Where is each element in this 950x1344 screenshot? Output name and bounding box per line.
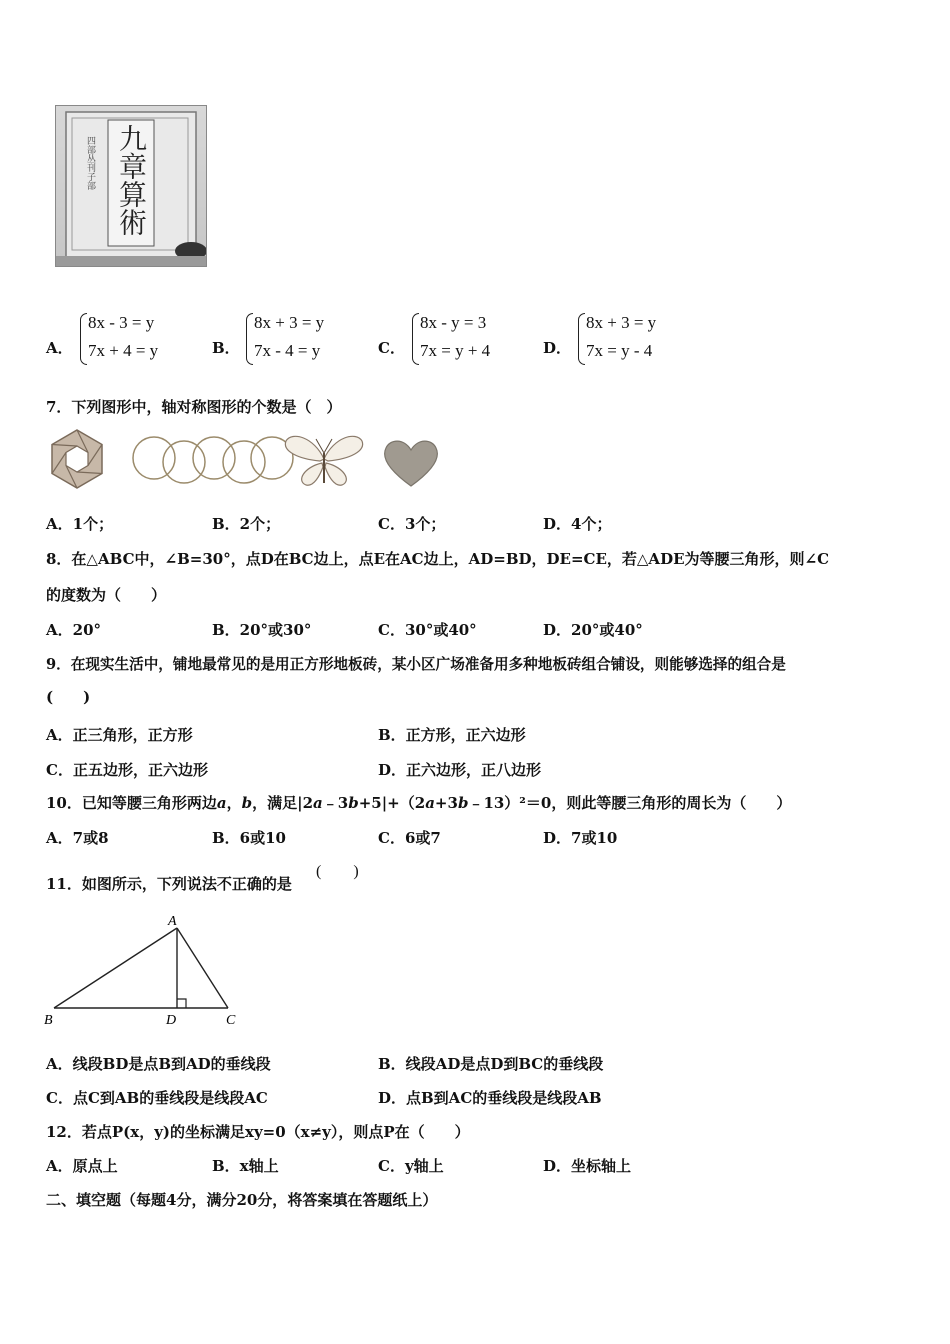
q6-option-d-eq2: 7x = y - 4: [586, 341, 653, 360]
q9-option-d: D．正六边形，正八边形: [378, 761, 542, 779]
q12-option-a: A．原点上: [46, 1157, 118, 1175]
q10-stem: [46, 792, 791, 813]
q9-option-b: B．正方形，正六边形: [378, 726, 526, 744]
q9-option-c: C．正五边形，正六边形: [46, 761, 208, 779]
book-title: 九章算術: [115, 124, 148, 236]
q8-option-c: C．30°或40°: [378, 621, 477, 639]
q8-stem-line2: 的度数为（ ）: [46, 586, 167, 604]
q11-option-a: A．线段BD是点B到AD的垂线段: [46, 1055, 271, 1073]
q10-stem-mid: ，满足|2: [252, 794, 314, 812]
q6-option-b-label: B．: [212, 339, 240, 357]
q6-option-c-label: C．: [378, 339, 405, 357]
q11-option-c: C．点C到AB的垂线段是线段AC: [46, 1089, 268, 1107]
q9-stem-line1: 9．在现实生活中，铺地最常见的是用正方形地板砖，某小区广场准备用多种地板砖组合铺设，则能够选择的组合是: [46, 656, 786, 673]
q8-option-b: B．20°或30°: [212, 621, 312, 639]
section-2-heading: 二、填空题（每题4分，满分20分，将答案填在答题纸上）: [46, 1191, 438, 1209]
q7-option-c: C．3个；: [378, 515, 446, 533]
q6-option-c-eq1: 8x - y = 3: [420, 313, 487, 332]
q12-option-b: B．x轴上: [212, 1157, 279, 1175]
q8-option-a: A．20°: [46, 621, 102, 639]
q6-option-a-label: A．: [46, 339, 73, 357]
q11-paren: ( ): [316, 863, 359, 880]
q10-stem-sep: ，: [226, 794, 242, 812]
q10-option-a: A．7或8: [46, 829, 109, 847]
book-image: [55, 105, 207, 267]
q11-label-a: A: [168, 914, 177, 929]
q10-stem-prefix: 10．已知等腰三角形两边: [46, 794, 217, 812]
q10-var-a: a: [216, 794, 227, 812]
q10-stem-mid3: +5|+（2: [358, 794, 426, 812]
q7-stem: 7．下列图形中，轴对称图形的个数是（ ）: [46, 398, 342, 416]
q6-option-a-eq2: 7x + 4 = y: [88, 341, 159, 360]
q11-option-b: B．线段AD是点D到BC的垂线段: [378, 1055, 604, 1073]
q10-var-a2: a: [313, 794, 323, 812]
q10-option-d: D．7或10: [543, 829, 618, 847]
q10-var-b2: b: [348, 794, 359, 812]
q6-option-d-brace: [578, 313, 585, 365]
q10-option-b: B．6或10: [212, 829, 286, 847]
q9-stem-line2: ( ): [46, 688, 91, 706]
q7-option-d: D．4个；: [543, 515, 612, 533]
q9-option-a: A．正三角形，正方形: [46, 726, 193, 744]
q7-option-a: A．1个；: [46, 515, 114, 533]
q6-option-b-eq1: 8x + 3 = y: [254, 313, 325, 332]
q10-stem-mid4: +3: [434, 794, 458, 812]
q10-var-a3: a: [425, 794, 435, 812]
butterfly-icon: [285, 436, 362, 485]
q11-label-c: C: [226, 1013, 236, 1028]
q11-label-b: B: [44, 1013, 53, 1028]
q8-option-d: D．20°或40°: [543, 621, 643, 639]
olympic-rings-icon: [133, 437, 293, 483]
q10-var-b: b: [241, 794, 253, 812]
q11-triangle-figure: [40, 910, 250, 1030]
q10-option-c: C．6或7: [378, 829, 441, 847]
q6-option-a-brace: [80, 313, 87, 365]
q8-stem-line1: 8．在△ABC中，∠B=30°，点D在BC边上，点E在AC边上，AD=BD，DE=CE，若△ADE为等腰三角形，则∠C: [46, 550, 830, 568]
q11-stem: 11．如图所示，下列说法不正确的是: [46, 875, 292, 893]
q12-option-c: C．y轴上: [378, 1157, 444, 1175]
q10-var-b3: b: [457, 794, 469, 812]
q6-option-b-eq2: 7x - 4 = y: [254, 341, 321, 360]
q6-option-c-eq2: 7x = y + 4: [420, 341, 491, 360]
q12-stem: 12．若点P(x，y)的坐标满足xy=0（x≠y），则点P在（ ）: [46, 1123, 470, 1141]
q12-option-d: D．坐标轴上: [543, 1157, 632, 1175]
q10-stem-mid2: ﹣3: [322, 794, 349, 812]
q6-option-c-brace: [412, 313, 419, 365]
q7-option-b: B．2个；: [212, 515, 281, 533]
hexagon-logo-icon: [52, 430, 102, 488]
q6-option-b-brace: [246, 313, 253, 365]
q10-stem-suffix: ﹣13）²＝0，则此等腰三角形的周长为（ ）: [468, 794, 792, 812]
q6-option-a-eq1: 8x - 3 = y: [88, 313, 155, 332]
q6-option-d-eq1: 8x + 3 = y: [586, 313, 657, 332]
heart-icon: [385, 441, 438, 486]
q6-option-d-label: D．: [543, 339, 572, 357]
q7-figures: [44, 428, 454, 492]
q11-label-d: D: [166, 1013, 177, 1028]
book-side-note: 四部丛刊子部: [85, 136, 95, 190]
q11-option-d: D．点B到AC的垂线段是线段AB: [378, 1089, 602, 1107]
